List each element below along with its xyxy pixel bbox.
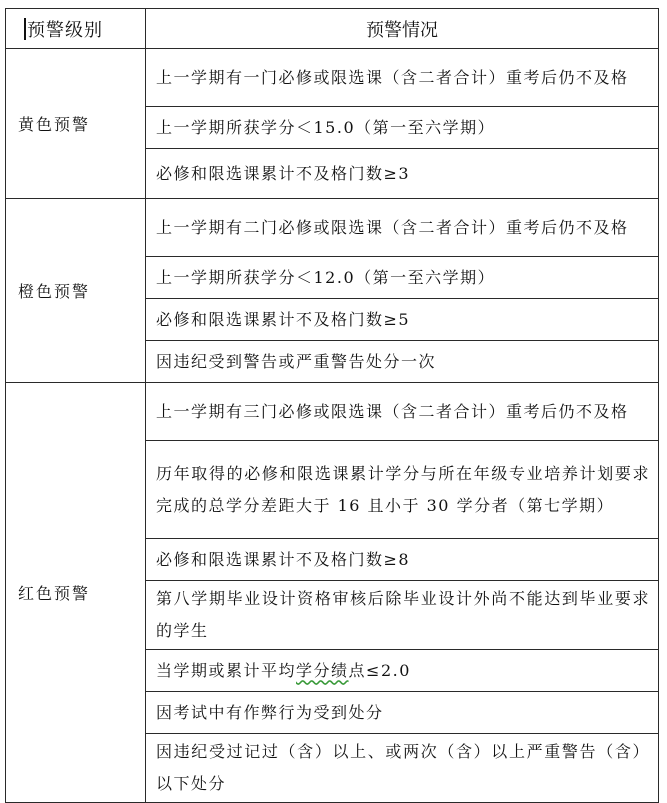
warning-level-table (5, 8, 659, 803)
header-warning-level-text: 预警级别 (27, 19, 103, 41)
condition-cell: 因考试中有作弊行为受到处分 (146, 692, 659, 734)
condition-cell: 上一学期有二门必修或限选课（含二者合计）重考后仍不及格 (146, 199, 659, 257)
condition-gpa-text: 当学期或累计平均学分绩点≤2.0 (156, 660, 411, 680)
condition-cell-gpa (146, 650, 659, 692)
condition-cell: 第八学期毕业设计资格审核后除毕业设计外尚不能达到毕业要求的学生 (146, 581, 659, 650)
condition-cell: 必修和限选课累计不及格门数≥3 (146, 149, 659, 199)
condition-cell: 上一学期有三门必修或限选课（含二者合计）重考后仍不及格 (146, 383, 659, 441)
condition-cell: 因违纪受到警告或严重警告处分一次 (146, 341, 659, 383)
level-red: 红色预警 (6, 383, 146, 803)
table-row (6, 383, 659, 441)
condition-cell: 历年取得的必修和限选课累计学分与所在年级专业培养计划要求完成的总学分差距大于 16 且小于 30 学分者（第七学期） (146, 441, 659, 539)
condition-cell: 必修和限选课累计不及格门数≥8 (146, 539, 659, 581)
spellcheck-underline: 学分绩 (296, 660, 349, 680)
text-cursor-mark (24, 18, 26, 40)
table-header-row (6, 9, 659, 49)
level-yellow: 黄色预警 (6, 49, 146, 199)
condition-cell: 因违纪受过记过（含）以上、或两次（含）以上严重警告（含）以下处分 (146, 734, 659, 803)
header-warning-situation: 预警情况 (146, 9, 659, 49)
level-orange: 橙色预警 (6, 199, 146, 383)
table-row (6, 199, 659, 257)
table-row (6, 49, 659, 107)
condition-cell: 上一学期有一门必修或限选课（含二者合计）重考后仍不及格 (146, 49, 659, 107)
header-warning-level (6, 9, 146, 49)
condition-cell: 上一学期所获学分＜12.0（第一至六学期） (146, 257, 659, 299)
condition-cell: 必修和限选课累计不及格门数≥5 (146, 299, 659, 341)
condition-cell: 上一学期所获学分＜15.0（第一至六学期） (146, 107, 659, 149)
